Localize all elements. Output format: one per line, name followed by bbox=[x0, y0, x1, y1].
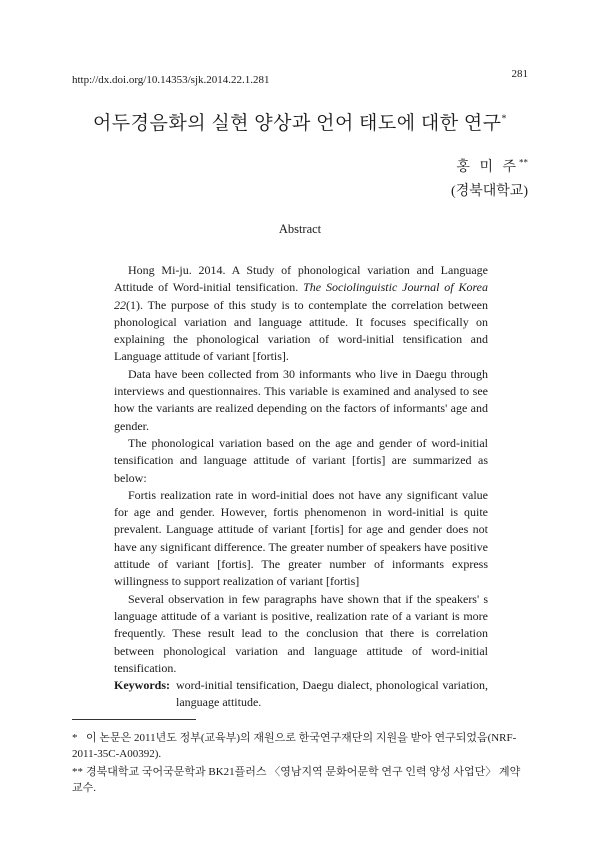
title-text: 어두경음화의 실현 양상과 언어 태도에 대한 연구 bbox=[92, 113, 502, 134]
doi-link[interactable]: http://dx.doi.org/10.14353/sjk.2014.22.1.281 bbox=[72, 74, 270, 86]
keywords-list: word-initial tensification, Daegu dialect, phonological variation, language attitude. bbox=[176, 678, 488, 710]
abstract-text: The purpose of this study is to contemplate the correlation between phonological variation and language attitude. It focuses specifically on explaining the phonological variation of word-initial tensification and Language attitude of variant [fortis]. bbox=[114, 297, 488, 364]
title-footnote-mark[interactable]: * bbox=[501, 113, 508, 125]
footnote-divider bbox=[72, 719, 196, 720]
author-affiliation: (경북대학교) bbox=[451, 184, 528, 199]
author-name-text: 홍 미 주 bbox=[456, 160, 519, 175]
keywords-label: Keywords: bbox=[114, 678, 170, 693]
abstract-heading: Abstract bbox=[278, 222, 322, 236]
footnote bbox=[72, 764, 528, 796]
author-name bbox=[456, 156, 528, 176]
footnote bbox=[72, 730, 528, 762]
citation-prefix: Hong Mi-ju. 2014. A Study of phonological variation and Language Attitude of Word-initial tensification. bbox=[114, 263, 488, 295]
paper-title bbox=[0, 108, 600, 135]
footnote-mark: ** bbox=[72, 766, 83, 778]
citation-issue: (1). bbox=[126, 297, 143, 312]
abstract-paragraph bbox=[114, 262, 488, 366]
author-footnote-mark[interactable]: ** bbox=[519, 157, 528, 168]
abstract-paragraph: The phonological variation based on the age and gender of word-initial tensification and language attitude of variant [fortis] are summarized as below: bbox=[114, 435, 488, 485]
abstract-paragraph: Data have been collected from 30 informants who live in Daegu through interviews and questionnaires. This variable is examined and analysed to see how the variants are realized depending on the factors of informants' age and gender. bbox=[114, 366, 488, 433]
abstract-body bbox=[114, 262, 488, 712]
citation-journal: The Sociolinguistic Journal of Korea 22 bbox=[114, 280, 489, 312]
footnote-text: 이 논문은 2011년도 정부(교육부)의 재원으로 한국연구재단의 지원을 받아 연구되었음(NRF-2011-35C-A00392). bbox=[72, 732, 517, 760]
abstract-paragraph: Several observation in few paragraphs have shown that if the speakers' s language attitude of a variant is positive, realization rate of a variant is more frequently. These result lead to the conclusion that there is correlation between phonological variation and language attitude of word-initial tensification. bbox=[114, 591, 488, 675]
footnote-mark: * bbox=[72, 732, 78, 744]
keywords bbox=[114, 677, 488, 712]
footnote-text: 경북대학교 국어국문학과 BK21플러스 〈영남지역 문화어문학 연구 인력 양성 사업단〉 계약교수. bbox=[72, 766, 521, 794]
abstract-paragraph: Fortis realization rate in word-initial does not have any significant value for age and gender. However, fortis phenomenon in word-initial is quite prevalent. Language attitude of variant [fortis] for age and gender does not have any significant difference. The greater number of speakers have positive attitude of variant [fortis]. The greater number of informants express willingness to support realization of variant [fortis] bbox=[114, 487, 488, 589]
page-number: 281 bbox=[511, 68, 528, 80]
